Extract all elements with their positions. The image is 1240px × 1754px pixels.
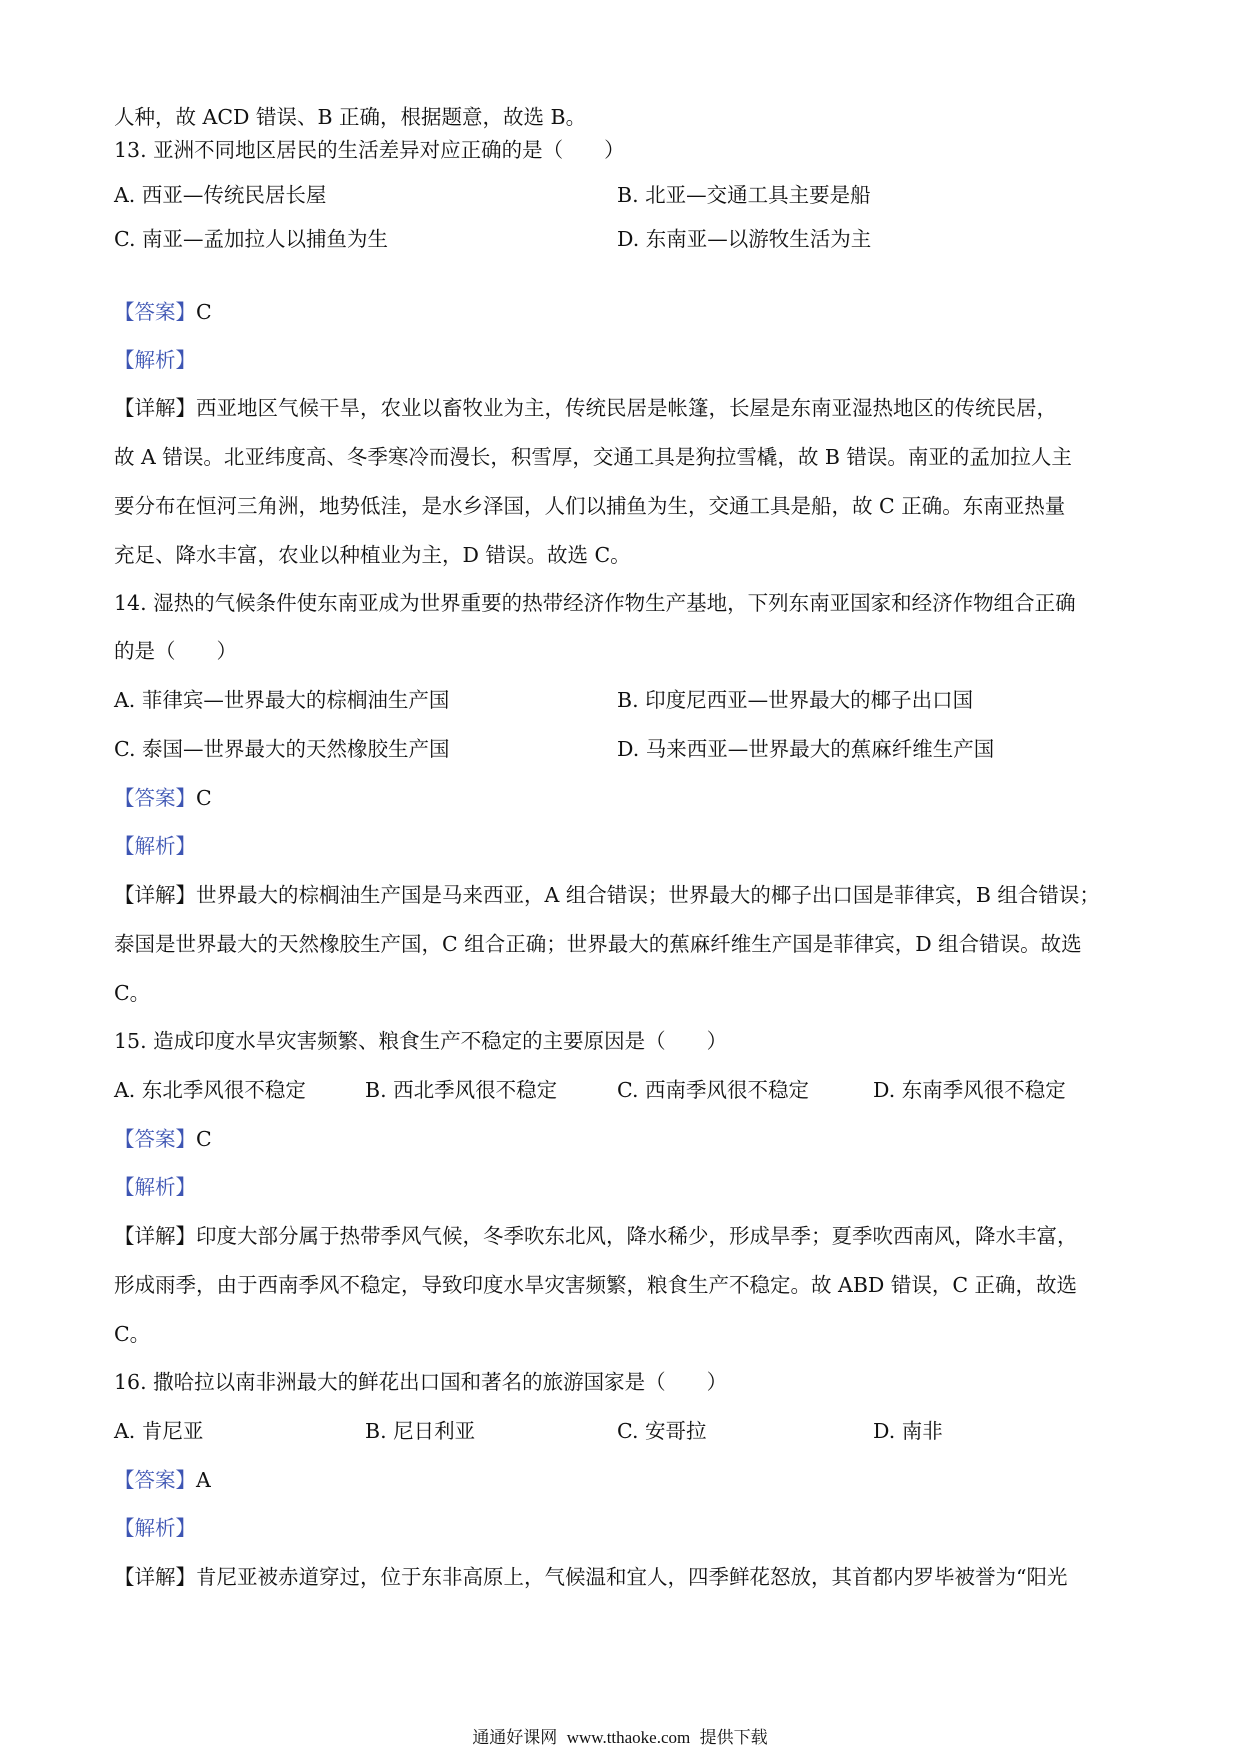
q13-option-d: D. 东南亚—以游牧生活为主 [617, 227, 872, 251]
detail-text: 西亚地区气候干旱，农业以畜牧业为主，传统民居是帐篷，长屋是东南亚湿热地区的传统民居， [196, 396, 1057, 420]
q13-answer [114, 298, 212, 326]
q14-option-c: C. 泰国—世界最大的天然橡胶生产国 [114, 737, 450, 761]
q15-answer [114, 1125, 212, 1153]
answer-tag: 【答案】 [114, 300, 196, 324]
q15-option-b: B. 西北季风很不稳定 [365, 1078, 558, 1102]
answer-value: C [196, 1127, 212, 1151]
answer-value: C [196, 786, 212, 810]
q16-detail-line-1 [114, 1563, 1067, 1591]
q13-analysis-tag: 【解析】 [114, 348, 196, 372]
q16-option-a: A. 肯尼亚 [114, 1419, 204, 1443]
q14-answer [114, 784, 212, 812]
q14-option-b: B. 印度尼西亚—世界最大的椰子出口国 [617, 688, 974, 712]
q14-detail-line-2: 泰国是世界最大的天然橡胶生产国，C 组合正确；世界最大的蕉麻纤维生产国是菲律宾，D 组合错误。故选 [114, 932, 1082, 956]
q15-analysis-tag: 【解析】 [114, 1175, 196, 1199]
q13-option-a: A. 西亚—传统民居长屋 [114, 183, 327, 207]
q13-detail-line-4: 充足、降水丰富，农业以种植业为主，D 错误。故选 C。 [114, 543, 631, 567]
q13-detail-line-2: 故 A 错误。北亚纬度高、冬季寒冷而漫长，积雪厚，交通工具是狗拉雪橇，故 B 错误。南亚的孟加拉人主 [114, 445, 1072, 469]
q16-option-d: D. 南非 [873, 1419, 943, 1443]
q15-option-d: D. 东南季风很不稳定 [873, 1078, 1066, 1102]
q13-option-c: C. 南亚—孟加拉人以捕鱼为生 [114, 227, 388, 251]
detail-text: 印度大部分属于热带季风气候，冬季吹东北风，降水稀少，形成旱季；夏季吹西南风，降水丰富， [196, 1224, 1078, 1248]
q15-stem: 15. 造成印度水旱灾害频繁、粮食生产不稳定的主要原因是（ ） [114, 1029, 728, 1053]
q14-detail-line-1 [114, 881, 1100, 909]
detail-tag: 【详解】 [114, 883, 196, 907]
footer-url[interactable]: www.tthaoke.com [566, 1728, 691, 1747]
answer-value: A [196, 1468, 211, 1492]
q14-option-a: A. 菲律宾—世界最大的棕榈油生产国 [114, 688, 450, 712]
q15-option-a: A. 东北季风很不稳定 [114, 1078, 306, 1102]
footer-suffix: 提供下载 [699, 1728, 768, 1748]
q13-detail-line-1 [114, 394, 1057, 422]
detail-tag: 【详解】 [114, 1224, 196, 1248]
q16-analysis-tag: 【解析】 [114, 1516, 196, 1540]
answer-tag: 【答案】 [114, 786, 196, 810]
detail-text: 肯尼亚被赤道穿过，位于东非高原上，气候温和宜人，四季鲜花怒放，其首都内罗毕被誉为“阳光 [196, 1565, 1068, 1589]
q15-option-c: C. 西南季风很不稳定 [617, 1078, 809, 1102]
q16-answer [114, 1466, 211, 1494]
q16-stem: 16. 撒哈拉以南非洲最大的鲜花出口国和著名的旅游国家是（ ） [114, 1370, 728, 1394]
q14-option-d: D. 马来西亚—世界最大的蕉麻纤维生产国 [617, 737, 995, 761]
detail-tag: 【详解】 [114, 396, 196, 420]
q15-detail-line-1 [114, 1222, 1078, 1250]
answer-tag: 【答案】 [114, 1127, 196, 1151]
q15-detail-line-3: C。 [114, 1322, 151, 1346]
q16-option-b: B. 尼日利亚 [365, 1419, 476, 1443]
q13-detail-line-3: 要分布在恒河三角洲，地势低洼，是水乡泽国，人们以捕鱼为生，交通工具是船，故 C 正确。东南亚热量 [114, 494, 1066, 518]
q13-stem: 13. 亚洲不同地区居民的生活差异对应正确的是（ ） [114, 138, 625, 162]
detail-tag: 【详解】 [114, 1565, 196, 1589]
answer-value: C [196, 300, 212, 324]
continued-explanation-line: 人种，故 ACD 错误、B 正确，根据题意，故选 B。 [114, 105, 587, 129]
q15-detail-line-2: 形成雨季，由于西南季风不稳定，导致印度水旱灾害频繁，粮食生产不稳定。故 ABD 错误，C 正确，故选 [114, 1273, 1078, 1297]
q14-analysis-tag: 【解析】 [114, 834, 196, 858]
q14-stem-line-1: 14. 湿热的气候条件使东南亚成为世界重要的热带经济作物生产基地，下列东南亚国家和经济作物组合正确 [114, 591, 1076, 615]
footer-site-name: 通通好课网 [472, 1728, 558, 1748]
q14-stem-line-2: 的是（ ） [114, 639, 237, 663]
q14-detail-line-3: C。 [114, 981, 151, 1005]
q13-option-b: B. 北亚—交通工具主要是船 [617, 183, 871, 207]
page-footer [0, 1727, 1240, 1749]
answer-tag: 【答案】 [114, 1468, 196, 1492]
q16-option-c: C. 安哥拉 [617, 1419, 707, 1443]
detail-text: 世界最大的棕榈油生产国是马来西亚，A 组合错误；世界最大的椰子出口国是菲律宾，B 组合错误； [196, 883, 1100, 907]
